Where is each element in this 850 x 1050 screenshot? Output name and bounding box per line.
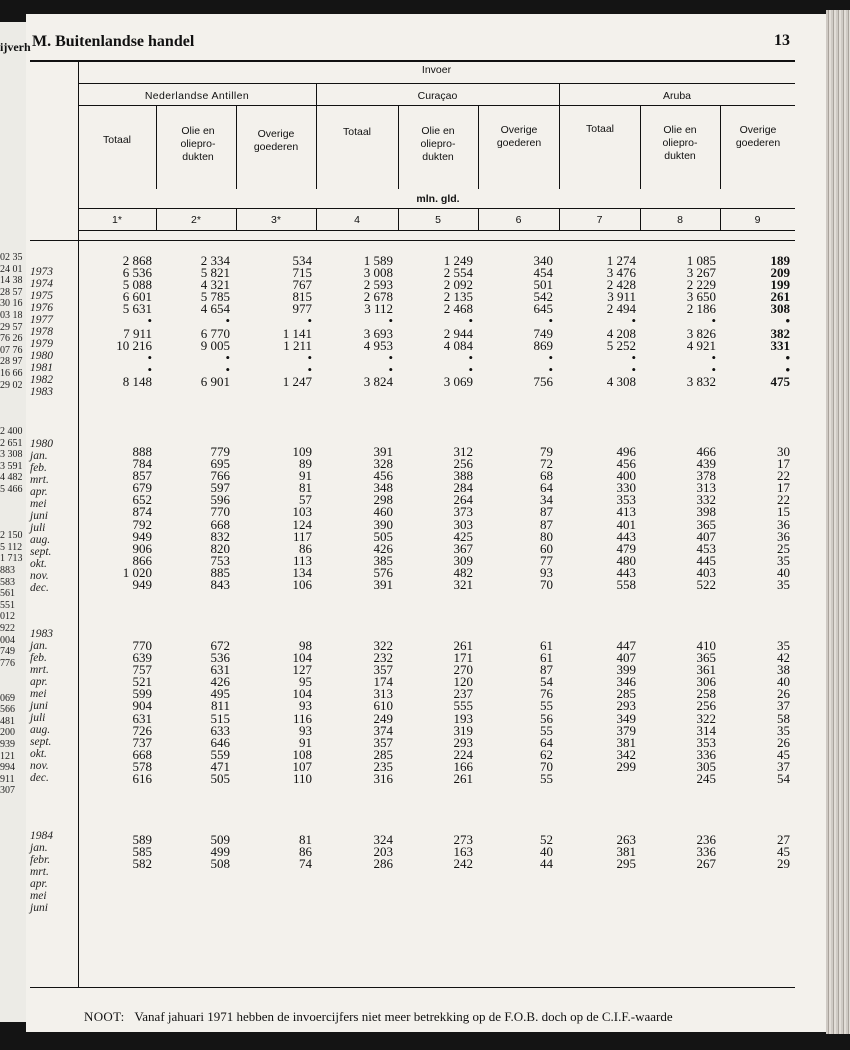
- data-column: 888 784 857 679 652 874 792 949 906 866 1 020 949: [122, 444, 152, 593]
- column-number: 3*: [271, 214, 281, 226]
- col-divider: [640, 106, 641, 189]
- col-divider: [236, 106, 237, 189]
- adjacent-page-numbers: 02 35 24 01 14 38 28 57 30 16 03 18 29 57 76 26 07 76 28 97 16 66 29 02 2 400 2 651 3 308 3 591 4 482 5 466 2 150 5 112 1 713 883 583 561 551 012 922 004 749 776 069 566 481 200 939 121 994 911 307: [0, 252, 23, 797]
- group-heading: Aruba: [662, 90, 692, 102]
- data-column: 340 454 501 542 645 • 749 869 • • 756: [533, 253, 553, 389]
- column-header: Overige goederen: [496, 124, 542, 149]
- column-number: 9: [754, 214, 761, 226]
- invoer-heading: Invoer: [421, 64, 452, 76]
- data-column: 672 536 631 426 495 811 515 633 646 559 471 505: [210, 638, 230, 787]
- data-column: 466 439 378 313 332 398 365 407 453 445 403 522: [696, 444, 716, 593]
- data-column: 324 203 286: [373, 832, 393, 872]
- column-number: 1*: [112, 214, 122, 226]
- data-column: 273 163 242: [453, 832, 473, 872]
- column-header: Totaal: [102, 134, 132, 146]
- table-bottom-rule: [30, 987, 795, 988]
- column-number: 8: [677, 214, 683, 226]
- data-column: 447 407 399 346 285 293 349 379 381 342 299: [616, 638, 636, 774]
- data-column: 79 72 68 64 34 87 87 80 60 77 93 70: [540, 444, 553, 593]
- column-header: Olie en oliepro-dukten: [180, 125, 216, 163]
- group-heading: Nederlandse Antillen: [144, 90, 250, 102]
- row-labels-1980: 1980 jan. feb. mrt. apr. mei juni juli aug. sept. okt. nov. dec.: [30, 438, 53, 594]
- footnote-text: Vanaf jahuari 1971 hebben de invoercijfers niet meer betrekking op de F.O.B. doch op de C.I.F.-waarde: [134, 1009, 673, 1024]
- data-column: 1 589 3 008 2 593 2 678 3 112 • 3 693 4 953 • • 3 824: [363, 253, 393, 389]
- column-number: 5: [435, 214, 441, 226]
- data-column: 98 104 127 95 104 93 116 93 91 108 107 110: [292, 638, 312, 787]
- data-column: 189 209 199 261 308 • 382 331 • • 475: [770, 253, 790, 389]
- unit-rule: [78, 208, 795, 209]
- data-column: 391 328 456 348 298 460 390 505 426 385 576 391: [373, 444, 393, 593]
- data-column: 496 456 400 330 353 413 401 443 479 480 443 558: [616, 444, 636, 593]
- col-divider: [398, 106, 399, 189]
- data-column: 1 249 2 554 2 092 2 135 2 468 • 2 944 4 084 • • 3 069: [443, 253, 473, 389]
- data-column: 509 499 508: [210, 832, 230, 872]
- data-column: 81 86 74: [299, 832, 312, 872]
- group-rule: [78, 105, 795, 106]
- header-bottom-rule: [30, 240, 795, 241]
- data-column: 52 40 44: [540, 832, 553, 872]
- column-header: Olie en oliepro-dukten: [662, 124, 698, 162]
- data-column: 263 381 295: [616, 832, 636, 872]
- column-number: 7: [596, 214, 603, 226]
- column-header: Totaal: [342, 126, 372, 138]
- data-column: 534 715 767 815 977 • 1 141 1 211 • • 1 247: [282, 253, 312, 389]
- adjacent-page-strip: [0, 22, 31, 1022]
- invoer-rule: [78, 83, 795, 84]
- column-number: 6: [515, 214, 522, 226]
- data-column: 312 256 388 284 264 373 303 425 367 309 482 321: [453, 444, 473, 593]
- col-divider: [720, 106, 721, 189]
- column-header: Overige goederen: [735, 124, 781, 149]
- data-column: 236 336 267: [696, 832, 716, 872]
- data-column: 1 274 3 476 2 428 3 911 2 494 • 4 208 5 252 • • 4 308: [606, 253, 636, 389]
- table-top-rule: [30, 60, 795, 62]
- column-header: Totaal: [585, 123, 615, 135]
- number-rule: [78, 230, 795, 231]
- data-column: 35 42 38 40 26 37 58 35 26 45 37 54: [777, 638, 790, 787]
- column-header: Overige goederen: [253, 128, 299, 153]
- book-edge: [826, 10, 850, 1034]
- data-column: 27 45 29: [777, 832, 790, 872]
- col-divider: [156, 106, 157, 189]
- data-column: 2 334 5 821 4 321 5 785 4 654 • 6 770 9 005 • • 6 901: [200, 253, 230, 389]
- data-column: 109 89 91 81 57 103 124 117 86 113 134 106: [292, 444, 312, 593]
- running-head: M. Buitenlandse handel: [32, 33, 195, 50]
- data-column: 322 232 357 174 313 610 249 374 357 285 235 316: [373, 638, 393, 787]
- data-column: 261 171 270 120 237 555 193 319 293 224 166 261: [453, 638, 473, 787]
- unit-label: mln. gld.: [416, 193, 460, 205]
- col-divider: [478, 106, 479, 189]
- page-number: 13: [774, 32, 790, 49]
- column-number: 2*: [191, 214, 201, 226]
- data-column: 589 585 582: [132, 832, 152, 872]
- group-heading: Curaçao: [417, 90, 458, 102]
- row-labels-1983: 1983 jan. feb. mrt. apr. mei juni juli aug. sept. okt. nov. dec.: [30, 628, 53, 784]
- data-column: 1 085 3 267 2 229 3 650 2 186 • 3 826 4 921 • • 3 832: [686, 253, 716, 389]
- footnote: [84, 1009, 673, 1025]
- footnote-label: NOOT:: [84, 1009, 125, 1024]
- data-column: 2 868 6 536 5 088 6 601 5 631 • 7 911 10 216 • • 8 148: [116, 253, 152, 389]
- data-column: 410 365 361 306 258 256 322 314 353 336 305 245: [696, 638, 716, 787]
- edge-fragment: ijverh: [0, 40, 31, 54]
- column-number: 4: [354, 214, 360, 226]
- column-header: Olie en oliepro-dukten: [420, 125, 456, 163]
- data-column: 30 17 22 17 22 15 36 36 25 35 40 35: [777, 444, 790, 593]
- data-column: 61 61 87 54 76 55 56 55 64 62 70 55: [540, 638, 553, 787]
- row-labels-years: 1973 1974 1975 1976 1977 1978 1979 1980 1981 1982 1983: [30, 266, 53, 398]
- row-label-divider: [78, 61, 79, 987]
- row-labels-1984: 1984 jan. febr. mrt. apr. mei juni: [30, 830, 53, 914]
- data-column: 779 695 766 597 596 770 668 832 820 753 885 843: [210, 444, 230, 593]
- data-column: 770 639 757 521 599 904 631 726 737 668 578 616: [132, 638, 152, 787]
